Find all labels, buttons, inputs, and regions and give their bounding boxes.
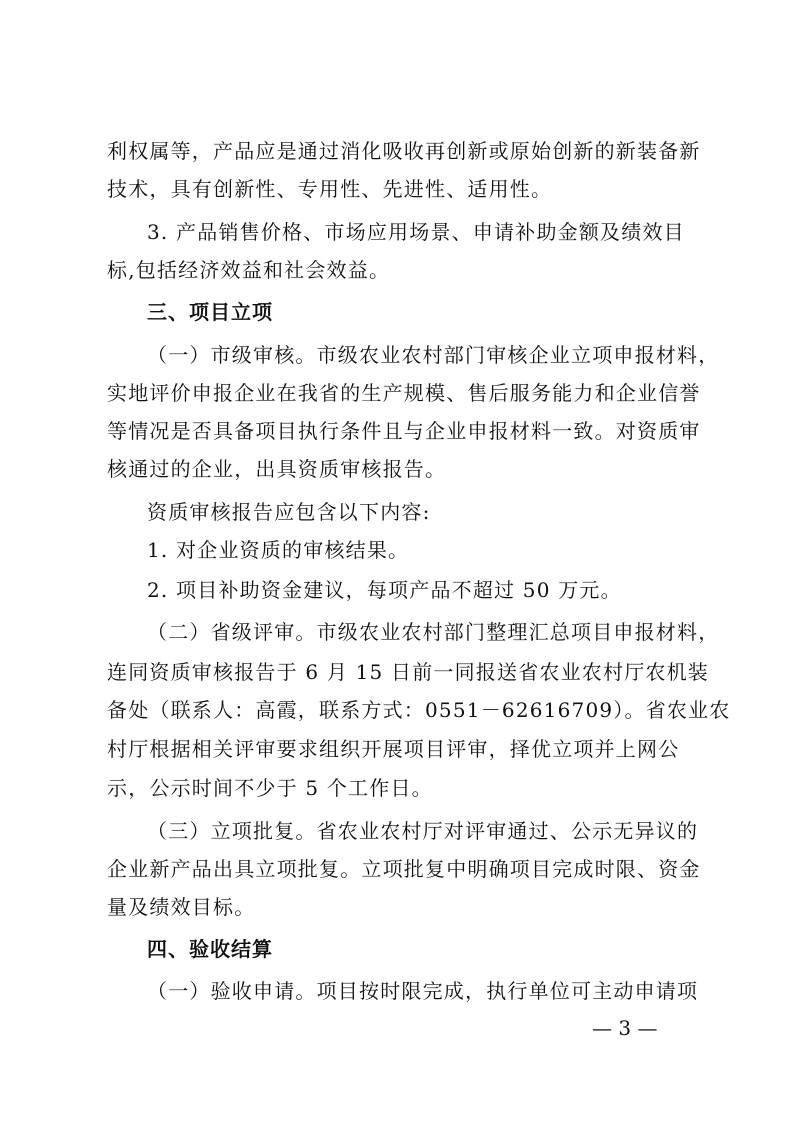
paragraph-line: 示，公示时间不少于 5 个工作日。 bbox=[107, 776, 433, 800]
paragraph-line: 利权属等，产品应是通过消化吸收再创新或原始创新的新装备新 bbox=[107, 139, 701, 163]
section-heading: 四、验收结算 bbox=[147, 937, 273, 961]
paragraph-line: （三）立项批复。省农业农村厅对评审通过、公示无异议的 bbox=[147, 819, 699, 843]
paragraph-line: 资质审核报告应包含以下内容: bbox=[147, 500, 431, 524]
paragraph-line: 核通过的企业，出具资质审核报告。 bbox=[107, 457, 447, 481]
paragraph-line: （一）市级审核。市级农业农村部门审核企业立项申报材料， bbox=[147, 343, 720, 367]
paragraph-line: 技术，具有创新性、专用性、先进性、适用性。 bbox=[107, 177, 553, 201]
paragraph-line: 量及绩效目标。 bbox=[107, 895, 256, 919]
paragraph-line: 实地评价申报企业在我省的生产规模、售后服务能力和企业信誉 bbox=[107, 381, 701, 405]
paragraph-line: 标,包括经济效益和社会效益。 bbox=[107, 258, 391, 282]
paragraph-line: 连同资质审核报告于 6 月 15 日前一同报送省农业农村厅农机装 bbox=[107, 660, 710, 684]
paragraph-line: 备处（联系人：高霞，联系方式：0551－62616709）。省农业农 bbox=[107, 698, 731, 722]
section-heading: 三、项目立项 bbox=[147, 300, 273, 324]
list-item-line: 2. 项目补助资金建议，每项产品不超过 50 万元。 bbox=[147, 578, 622, 602]
paragraph-line: 等情况是否具备项目执行条件且与企业申报材料一致。对资质审 bbox=[107, 419, 701, 443]
paragraph-line: 企业新产品出具立项批复。立项批复中明确项目完成时限、资金 bbox=[107, 857, 701, 881]
paragraph-line: （二）省级评审。市级农业农村部门整理汇总项目申报材料， bbox=[147, 620, 720, 644]
list-item-line: 1. 对企业资质的审核结果。 bbox=[147, 538, 410, 562]
paragraph-line: 村厅根据相关评审要求组织开展项目评审，择优立项并上网公 bbox=[107, 737, 680, 761]
paragraph-line: （一）验收申请。项目按时限完成，执行单位可主动申请项 bbox=[147, 979, 699, 1003]
page-number: — 3 — bbox=[592, 1016, 658, 1040]
list-item-line: 3. 产品销售价格、市场应用场景、申请补助金额及绩效目 bbox=[147, 220, 685, 244]
